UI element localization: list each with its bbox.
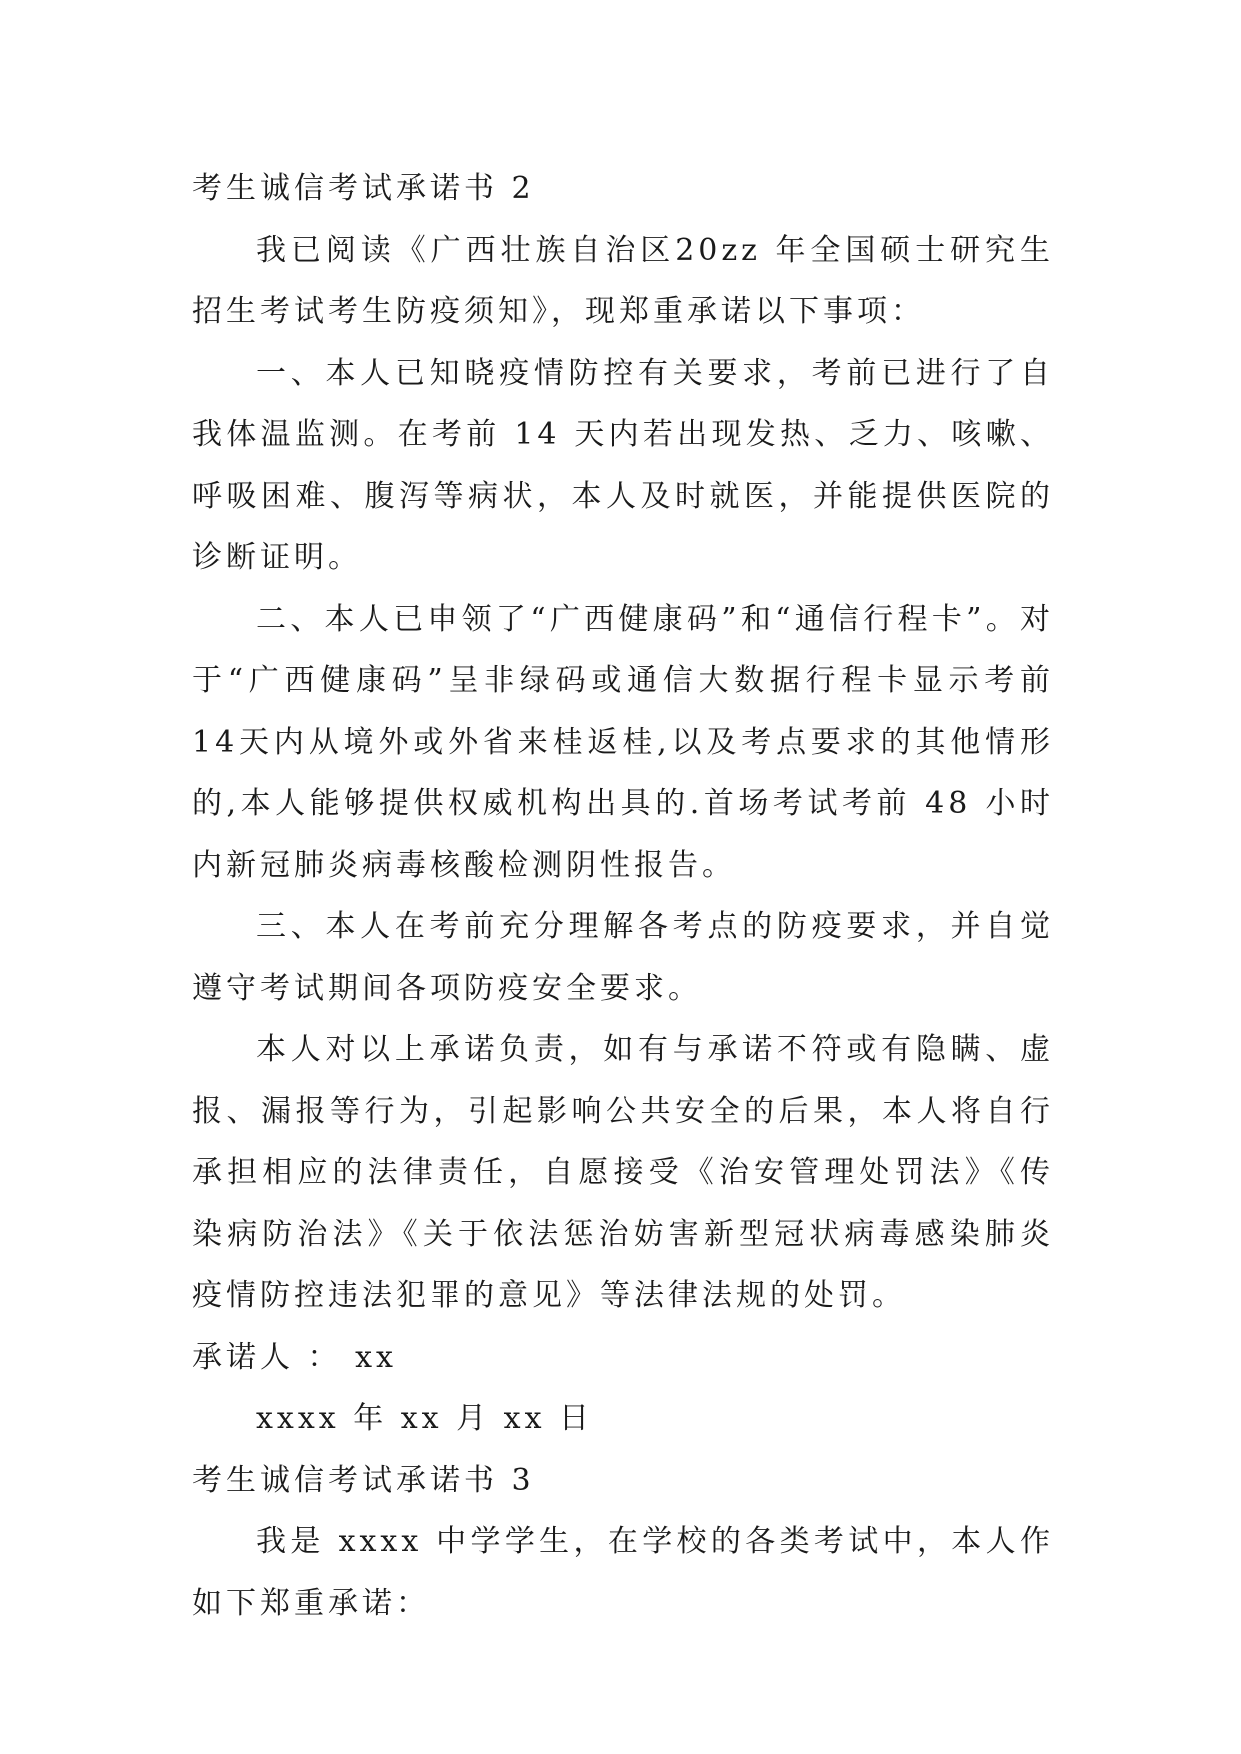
section-2-closing: 本人对以上承诺负责，如有与承诺不符或有隐瞒、虚报、漏报等行为，引起影响公共安全的后果，本人将自行承担相应的法律责任，自愿接受《治安管理处罚法》《传染病防治法》《关于依法惩治妨害新型冠状病毒感染肺炎疫情防控违法犯罪的意见》等法律法规的处罚。: [192, 1032, 1054, 1313]
section-3-title: 考生诚信考试承诺书 3: [192, 1462, 535, 1498]
signer-line: 承诺人 ： xx: [192, 1339, 397, 1375]
section-2-title: 考生诚信考试承诺书 2: [192, 171, 535, 206]
section-2-intro: 我已阅读《广西壮族自治区20zz 年全国硕士研究生招生考试考生防疫须知》，现郑重承诺以下事项：: [192, 232, 1054, 329]
document-body: [192, 158, 1054, 1634]
section-2-item-1: 一、本人已知晓疫情防控有关要求，考前已进行了自我体温监测。在考前 14 天内若出现发热、乏力、咳嗽、呼吸困难、腹泻等病状，本人及时就医，并能提供医院的诊断证明。: [192, 355, 1054, 575]
section-2-item-3: 三、本人在考前充分理解各考点的防疫要求，并自觉遵守考试期间各项防疫安全要求。: [192, 909, 1054, 1006]
section-3-intro: 我是 xxxx 中学学生，在学校的各类考试中，本人作如下郑重承诺：: [192, 1524, 1054, 1621]
section-2-item-2: 二、本人已申领了“广西健康码”和“通信行程卡”。对于“广西健康码”呈非绿码或通信大数据行程卡显示考前14天内从境外或外省来桂返桂,以及考点要求的其他情形的,本人能够提供权威机构出具的.首场考试考前 48 小时内新冠肺炎病毒核酸检测阴性报告。: [192, 601, 1054, 883]
date-line: xxxx 年 xx 月 xx 日: [256, 1401, 594, 1436]
